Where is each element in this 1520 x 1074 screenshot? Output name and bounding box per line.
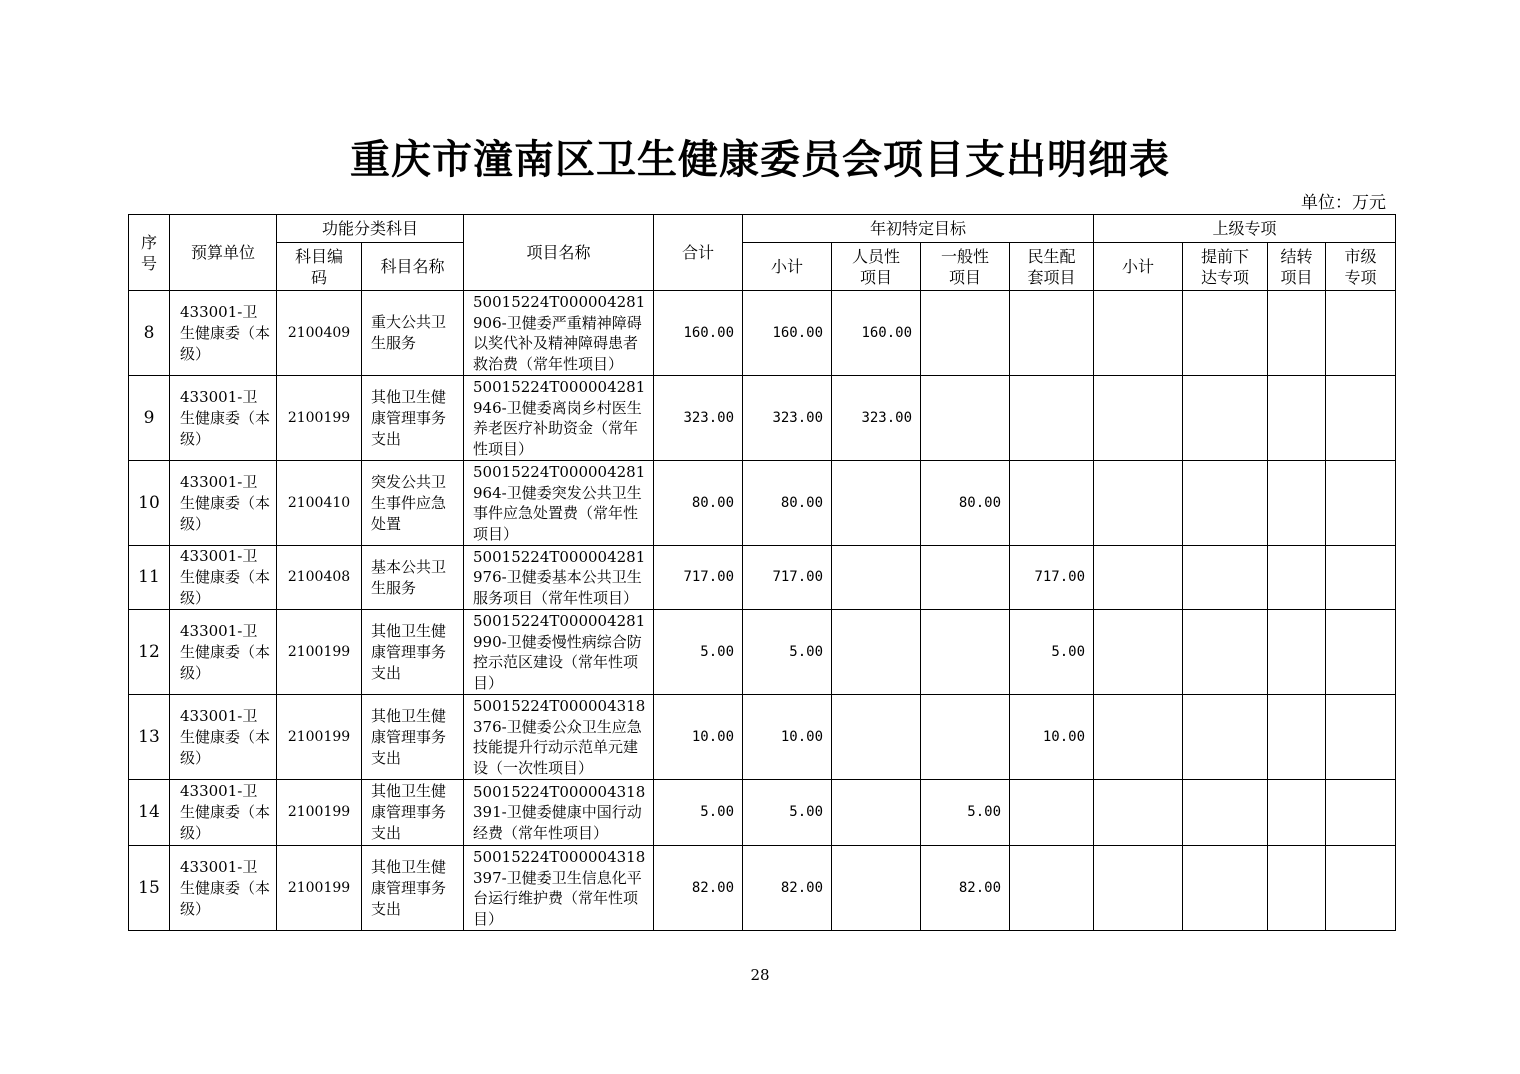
cell-subtotal: 160.00 (743, 291, 832, 376)
cell-unit: 433001-卫生健康委（本级） (170, 376, 277, 461)
cell-subject-name: 其他卫生健康管理事务支出 (362, 695, 464, 780)
cell-unit: 433001-卫生健康委（本级） (170, 461, 277, 546)
table-row (129, 461, 1396, 546)
header-personnel: 人员性项目 (832, 243, 921, 291)
cell-subject-name: 其他卫生健康管理事务支出 (362, 780, 464, 846)
table-row (129, 610, 1396, 695)
cell-personnel (832, 610, 921, 695)
cell-unit: 433001-卫生健康委（本级） (170, 546, 277, 610)
cell-personnel (832, 461, 921, 546)
cell-sup-subtotal (1094, 461, 1183, 546)
cell-personnel: 323.00 (832, 376, 921, 461)
cell-sup-subtotal (1094, 546, 1183, 610)
cell-advance (1183, 780, 1268, 846)
cell-general (921, 376, 1010, 461)
cell-city (1326, 695, 1396, 780)
cell-unit: 433001-卫生健康委（本级） (170, 846, 277, 931)
page-number: 28 (750, 966, 770, 984)
header-general: 一般性项目 (921, 243, 1010, 291)
cell-seq: 8 (129, 291, 170, 376)
cell-unit: 433001-卫生健康委（本级） (170, 610, 277, 695)
cell-code: 2100199 (277, 780, 362, 846)
cell-personnel (832, 695, 921, 780)
cell-livelihood (1010, 780, 1094, 846)
cell-unit: 433001-卫生健康委（本级） (170, 780, 277, 846)
cell-seq: 11 (129, 546, 170, 610)
header-superior: 上级专项 (1094, 215, 1396, 243)
cell-city (1326, 546, 1396, 610)
cell-total: 5.00 (654, 780, 743, 846)
header-advance: 提前下达专项 (1183, 243, 1268, 291)
cell-general: 80.00 (921, 461, 1010, 546)
header-carryover: 结转项目 (1268, 243, 1326, 291)
cell-seq: 14 (129, 780, 170, 846)
cell-subject-name: 其他卫生健康管理事务支出 (362, 376, 464, 461)
cell-project-name: 50015224T000004281976-卫健委基本公共卫生服务项目（常年性项目） (464, 546, 654, 610)
table-row (129, 780, 1396, 846)
cell-general: 5.00 (921, 780, 1010, 846)
header-subtotal: 小计 (743, 243, 832, 291)
table-row (129, 546, 1396, 610)
cell-city (1326, 376, 1396, 461)
cell-subject-name: 其他卫生健康管理事务支出 (362, 846, 464, 931)
header-subject-code: 科目编码 (277, 243, 362, 291)
cell-project-name: 50015224T000004318397-卫健委卫生信息化平台运行维护费（常年性项目） (464, 846, 654, 931)
table-row (129, 376, 1396, 461)
header-func-class: 功能分类科目 (277, 215, 464, 243)
cell-city (1326, 291, 1396, 376)
cell-subtotal: 82.00 (743, 846, 832, 931)
cell-city (1326, 780, 1396, 846)
cell-carryover (1268, 846, 1326, 931)
cell-carryover (1268, 546, 1326, 610)
header-seq: 序号 (129, 215, 170, 291)
cell-city (1326, 846, 1396, 931)
cell-total: 323.00 (654, 376, 743, 461)
cell-seq: 13 (129, 695, 170, 780)
page-title: 重庆市潼南区卫生健康委员会项目支出明细表 (350, 136, 1170, 183)
cell-seq: 15 (129, 846, 170, 931)
table-row (129, 846, 1396, 931)
cell-code: 2100199 (277, 376, 362, 461)
header-project-name: 项目名称 (464, 215, 654, 291)
cell-general: 82.00 (921, 846, 1010, 931)
cell-advance (1183, 695, 1268, 780)
cell-livelihood: 10.00 (1010, 695, 1094, 780)
cell-sup-subtotal (1094, 376, 1183, 461)
table-row (129, 291, 1396, 376)
header-annual-target: 年初特定目标 (743, 215, 1094, 243)
cell-code: 2100409 (277, 291, 362, 376)
cell-unit: 433001-卫生健康委（本级） (170, 291, 277, 376)
cell-carryover (1268, 610, 1326, 695)
cell-code: 2100199 (277, 610, 362, 695)
cell-subject-name: 重大公共卫生服务 (362, 291, 464, 376)
cell-livelihood (1010, 376, 1094, 461)
cell-advance (1183, 846, 1268, 931)
cell-sup-subtotal (1094, 846, 1183, 931)
cell-advance (1183, 610, 1268, 695)
cell-total: 82.00 (654, 846, 743, 931)
cell-subject-name: 基本公共卫生服务 (362, 546, 464, 610)
header-budget-unit: 预算单位 (170, 215, 277, 291)
cell-subtotal: 717.00 (743, 546, 832, 610)
header-subject-name: 科目名称 (362, 243, 464, 291)
cell-code: 2100410 (277, 461, 362, 546)
cell-advance (1183, 376, 1268, 461)
cell-subtotal: 80.00 (743, 461, 832, 546)
cell-livelihood: 5.00 (1010, 610, 1094, 695)
header-total: 合计 (654, 215, 743, 291)
cell-carryover (1268, 291, 1326, 376)
cell-project-name: 50015224T000004281946-卫健委离岗乡村医生养老医疗补助资金（常年性项目） (464, 376, 654, 461)
cell-sup-subtotal (1094, 780, 1183, 846)
cell-sup-subtotal (1094, 291, 1183, 376)
cell-total: 717.00 (654, 546, 743, 610)
cell-advance (1183, 546, 1268, 610)
cell-total: 160.00 (654, 291, 743, 376)
cell-unit: 433001-卫生健康委（本级） (170, 695, 277, 780)
cell-carryover (1268, 695, 1326, 780)
cell-code: 2100199 (277, 846, 362, 931)
cell-general (921, 610, 1010, 695)
cell-personnel (832, 546, 921, 610)
cell-livelihood (1010, 291, 1094, 376)
cell-total: 10.00 (654, 695, 743, 780)
cell-project-name: 50015224T000004281990-卫健委慢性病综合防控示范区建设（常年性项目） (464, 610, 654, 695)
cell-total: 5.00 (654, 610, 743, 695)
unit-label: 单位：万元 (1301, 193, 1386, 213)
header-livelihood: 民生配套项目 (1010, 243, 1094, 291)
cell-carryover (1268, 376, 1326, 461)
cell-subtotal: 323.00 (743, 376, 832, 461)
cell-livelihood: 717.00 (1010, 546, 1094, 610)
cell-code: 2100408 (277, 546, 362, 610)
cell-code: 2100199 (277, 695, 362, 780)
cell-livelihood (1010, 461, 1094, 546)
cell-personnel (832, 846, 921, 931)
cell-advance (1183, 291, 1268, 376)
cell-project-name: 50015224T000004281964-卫健委突发公共卫生事件应急处置费（常年性项目） (464, 461, 654, 546)
cell-seq: 12 (129, 610, 170, 695)
cell-city (1326, 610, 1396, 695)
cell-general (921, 695, 1010, 780)
project-expenditure-table (128, 214, 1396, 931)
cell-seq: 9 (129, 376, 170, 461)
cell-subject-name: 其他卫生健康管理事务支出 (362, 610, 464, 695)
cell-seq: 10 (129, 461, 170, 546)
cell-project-name: 50015224T000004318376-卫健委公众卫生应急技能提升行动示范单元建设（一次性项目） (464, 695, 654, 780)
cell-sup-subtotal (1094, 610, 1183, 695)
table-row (129, 695, 1396, 780)
cell-personnel (832, 780, 921, 846)
cell-general (921, 546, 1010, 610)
cell-subtotal: 10.00 (743, 695, 832, 780)
cell-subtotal: 5.00 (743, 780, 832, 846)
cell-total: 80.00 (654, 461, 743, 546)
cell-general (921, 291, 1010, 376)
cell-city (1326, 461, 1396, 546)
cell-project-name: 50015224T000004318391-卫健委健康中国行动经费（常年性项目） (464, 780, 654, 846)
cell-subject-name: 突发公共卫生事件应急处置 (362, 461, 464, 546)
cell-livelihood (1010, 846, 1094, 931)
cell-carryover (1268, 780, 1326, 846)
cell-project-name: 50015224T000004281906-卫健委严重精神障碍以奖代补及精神障碍患者救治费（常年性项目） (464, 291, 654, 376)
cell-advance (1183, 461, 1268, 546)
header-sup-subtotal: 小计 (1094, 243, 1183, 291)
header-city: 市级专项 (1326, 243, 1396, 291)
cell-personnel: 160.00 (832, 291, 921, 376)
cell-carryover (1268, 461, 1326, 546)
cell-subtotal: 5.00 (743, 610, 832, 695)
cell-sup-subtotal (1094, 695, 1183, 780)
